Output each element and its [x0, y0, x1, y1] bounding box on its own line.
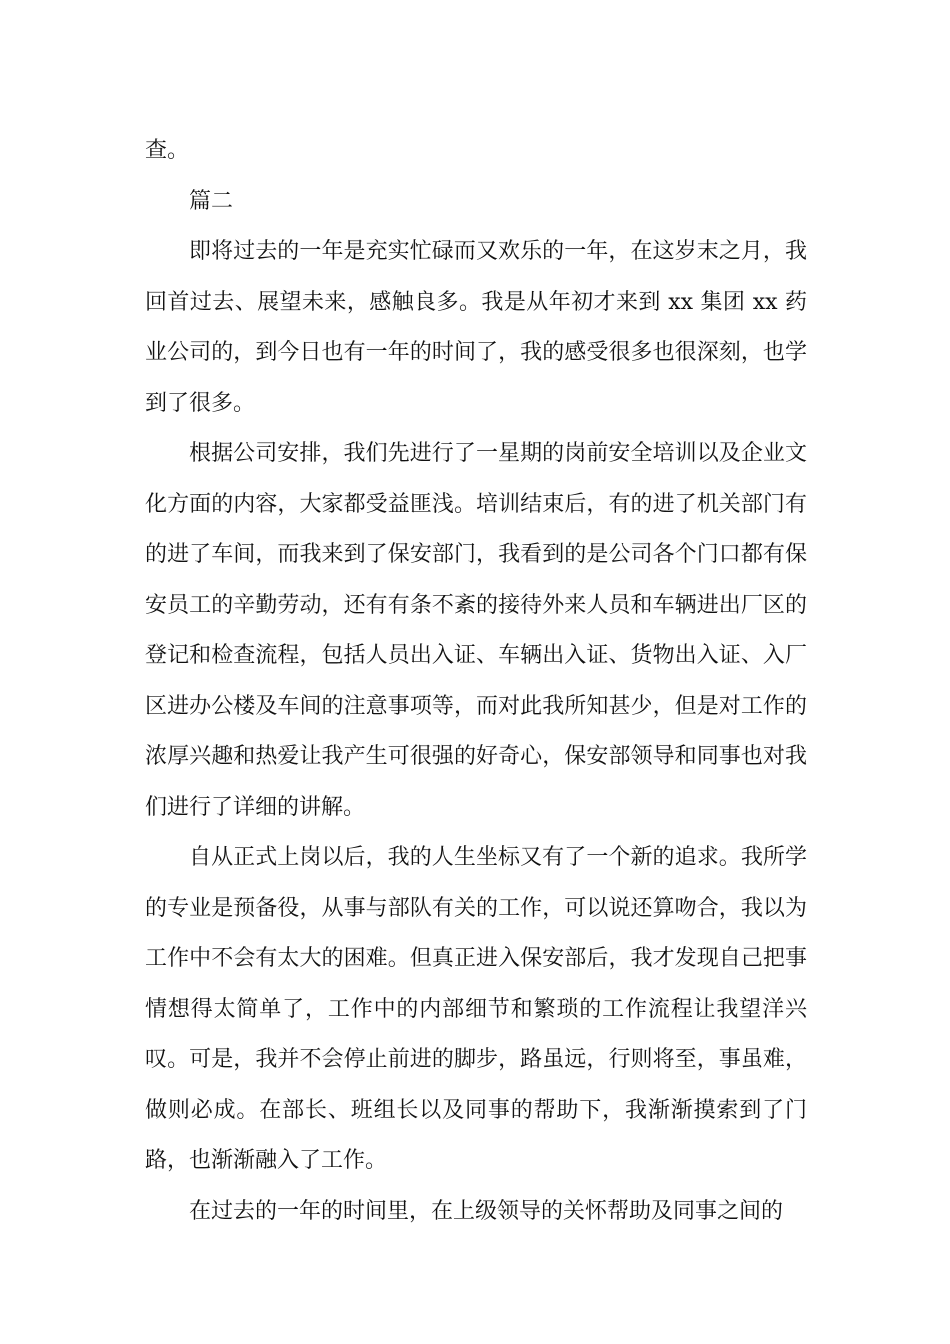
paragraph-continuation: 查。 [145, 138, 190, 163]
paragraph: 根据公司安排，我们先进行了一星期的岗前安全培训以及企业文化方面的内容，大家都受益匪浅。培训结束后，有的进了机关部门有的进了车间，而我来到了保安部门，我看到的是公司各个门口都有保安员工的辛勤劳动，还有有条不紊的接待外来人员和车辆进出厂区的登记和检查流程，包括人员出入证、车辆出入证、货物出入证、入厂区进办公楼及车间的注意事项等，而对此我所知甚少，但是对工作的浓厚兴趣和热爱让我产生可很强的好奇心，保安部领导和同事也对我们进行了详细的讲解。 [145, 441, 807, 820]
paragraph: 即将过去的一年是充实忙碌而又欢乐的一年，在这岁末之月，我回首过去、展望未来，感触良多。我是从年初才来到 xx 集团 xx 药业公司的，到今日也有一年的时间了，我的感受很多也很深刻，也学到了很多。 [145, 239, 807, 416]
paragraph: 自从正式上岗以后，我的人生坐标又有了一个新的追求。我所学的专业是预备役，从事与部队有关的工作，可以说还算吻合，我以为工作中不会有太大的困难。但真正进入保安部后，我才发现自己把事情想得太简单了，工作中的内部细节和繁琐的工作流程让我望洋兴叹。可是，我并不会停止前进的脚步，路虽远，行则将至，事虽难，做则必成。在部长、班组长以及同事的帮助下，我渐渐摸索到了门路，也渐渐融入了工作。 [145, 845, 807, 1173]
document-body [145, 126, 807, 1237]
paragraph: 在过去的一年的时间里，在上级领导的关怀帮助及同事之间的 [189, 1198, 784, 1224]
section-heading: 篇二 [189, 188, 234, 214]
